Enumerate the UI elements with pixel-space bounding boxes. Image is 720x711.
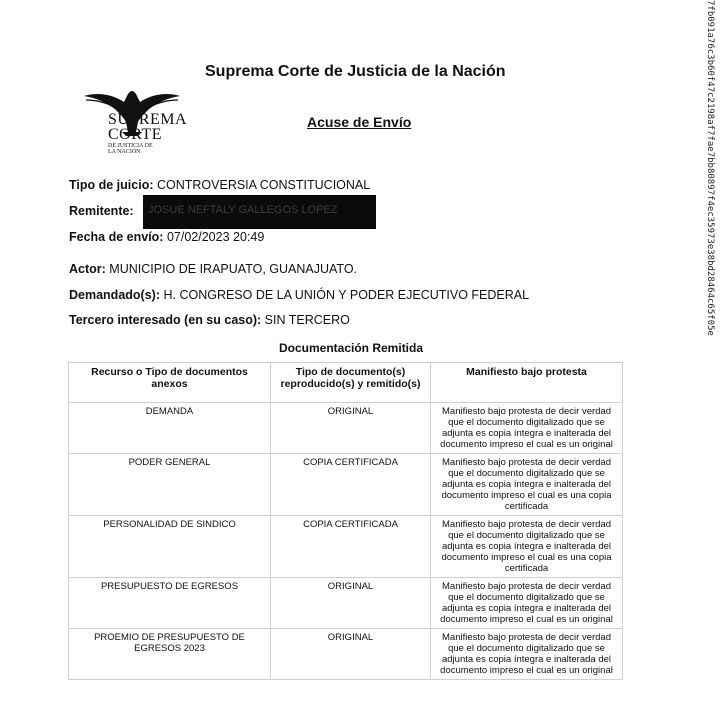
header-manifiesto: Manifiesto bajo protesta: [431, 363, 623, 403]
fecha-envio-value: 07/02/2023 20:49: [166, 230, 265, 244]
fecha-envio-label: Fecha de envío:: [69, 230, 164, 244]
row-tipo: ORIGINAL: [271, 629, 431, 680]
demandado-field: [69, 288, 529, 302]
row-recurso: DEMANDA: [69, 403, 271, 454]
tercero-field: [69, 313, 350, 327]
row-recurso: PROEMIO DE PRESUPUESTO DE EGRESOS 2023: [69, 629, 271, 680]
document-title: Acuse de Envío: [307, 114, 412, 130]
side-hash: 7fb091a76c3b60f47c2198af7fae7bb80897f4ec35973e38bd28464c65f05e: [705, 0, 715, 336]
actor-label: Actor:: [69, 262, 106, 276]
logo-wordmark: SUPREMA CORTE: [108, 111, 188, 143]
row-manifiesto: Manifiesto bajo protesta de decir verdad que el documento digitalizado que se adjunta es copia íntegra e inalterada del documento impreso el cual es un original: [431, 403, 623, 454]
remitente-value: JOSUE NEFTALY GALLEGOS LOPEZ: [148, 204, 338, 216]
tipo-juicio-label: Tipo de juicio:: [69, 178, 154, 192]
organization-title: Suprema Corte de Justicia de la Nación: [205, 63, 506, 80]
row-manifiesto: Manifiesto bajo protesta de decir verdad que el documento digitalizado que se adjunta es copia íntegra e inalterada del documento impreso el cual es un original: [431, 629, 623, 680]
table-header-row: [69, 363, 623, 403]
actor-value: MUNICIPIO DE IRAPUATO, GUANAJUATO.: [109, 262, 358, 276]
row-tipo: ORIGINAL: [271, 403, 431, 454]
row-recurso: PODER GENERAL: [69, 454, 271, 516]
row-manifiesto: Manifiesto bajo protesta de decir verdad que el documento digitalizado que se adjunta es copia íntegra e inalterada del documento impreso el cual es un original: [431, 578, 623, 629]
logo-subtitle: DE JUSTICIA DE LA NACIÓN: [108, 143, 153, 155]
row-recurso: PERSONALIDAD DE SINDICO: [69, 516, 271, 578]
table-row: [69, 454, 623, 516]
fecha-envio-field: [69, 230, 264, 244]
row-manifiesto: Manifiesto bajo protesta de decir verdad que el documento digitalizado que se adjunta es copia íntegra e inalterada del documento impreso el cual es una copia certificada: [431, 454, 623, 516]
demandado-value: H. CONGRESO DE LA UNIÓN Y PODER EJECUTIVO FEDERAL: [163, 288, 530, 302]
tercero-value: SIN TERCERO: [264, 313, 350, 327]
remitente-label: Remitente:: [69, 204, 134, 218]
table-row: [69, 403, 623, 454]
header-tipo-documento: Tipo de documento(s) reproducido(s) y remitido(s): [271, 363, 431, 403]
demandado-label: Demandado(s):: [69, 288, 160, 302]
table-row: [69, 578, 623, 629]
row-tipo: COPIA CERTIFICADA: [271, 516, 431, 578]
row-recurso: PRESUPUESTO DE EGRESOS: [69, 578, 271, 629]
tipo-juicio-field: [69, 178, 370, 192]
remitente-field: [69, 204, 134, 218]
table-row: [69, 516, 623, 578]
section-title: Documentación Remitida: [279, 341, 424, 355]
documents-table: [68, 362, 623, 680]
table-row: [69, 629, 623, 680]
actor-field: [69, 262, 357, 276]
tipo-juicio-value: CONTROVERSIA CONSTITUCIONAL: [156, 178, 371, 192]
row-manifiesto: Manifiesto bajo protesta de decir verdad que el documento digitalizado que se adjunta es copia íntegra e inalterada del documento impreso el cual es una copia certificada: [431, 516, 623, 578]
header-recurso: Recurso o Tipo de documentos anexos: [69, 363, 271, 403]
tercero-label: Tercero interesado (en su caso):: [69, 313, 262, 327]
row-tipo: ORIGINAL: [271, 578, 431, 629]
row-tipo: COPIA CERTIFICADA: [271, 454, 431, 516]
